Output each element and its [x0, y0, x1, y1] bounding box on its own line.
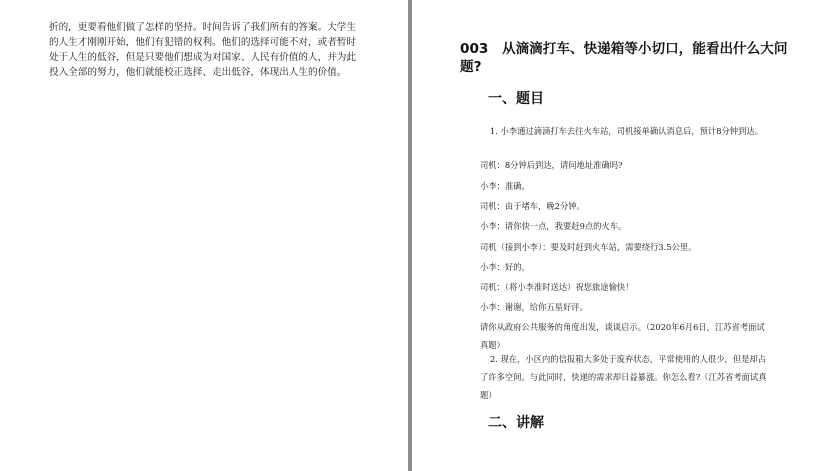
question-paragraph: 2. 现在，小区内的信报箱大多处于废弃状态，平常使用的人很少，但是却占了许多空间。与此同时，快递的需求却日益暴涨。你怎么看?（江苏省考面试真题） — [480, 354, 767, 400]
left-page — [0, 0, 408, 471]
left-page-text: 折的，更要看他们做了怎样的坚持。时间告诉了我们所有的答案。大学生的人生才刚刚开始，他们有犯错的权利。他们的选择可能不对，或者暂时处于人生的低谷，但是只要他们想成为对国家、人民有价值的人，并为此投入全部的努力，他们就能校正选择、走出低谷，体现出人生的价值。 — [49, 22, 356, 78]
dialogue-line: 司机：由于堵车，晚2分钟。 — [480, 201, 585, 211]
right-page — [412, 0, 820, 471]
dialogue-line: 小李：准确。 — [480, 181, 530, 191]
dialogue-line: 小李：好的。 — [480, 262, 530, 272]
section-heading-explanation: 二、讲解 — [488, 415, 544, 431]
dialogue-line: 司机：（将小李准时送达）祝您旅途愉快！ — [480, 282, 634, 292]
question-prompt: 请你从政府公共服务的角度出发，谈谈启示。（2020年6月6日，江苏省考面试真题） — [480, 322, 765, 350]
dialogue-line: 司机：8分钟后到达，请问地址准确吗? — [480, 160, 623, 170]
section-heading-question: 一、题目 — [488, 91, 544, 107]
dialogue-line: 司机（接到小李）：要及时赶到火车站，需要绕行3.5公里。 — [480, 242, 697, 252]
chapter-title: 003 从滴滴打车、快递箱等小切口，能看出什么大问题? — [460, 41, 788, 75]
dialogue-line: 小李：谢谢，给你五星好评。 — [480, 302, 588, 312]
dialogue-line: 小李：请你快一点，我要赶9点的火车。 — [480, 221, 627, 231]
question-paragraph: 1. 小李通过滴滴打车去往火车站，司机接单确认消息后，预计8分钟到达。 — [489, 126, 763, 136]
